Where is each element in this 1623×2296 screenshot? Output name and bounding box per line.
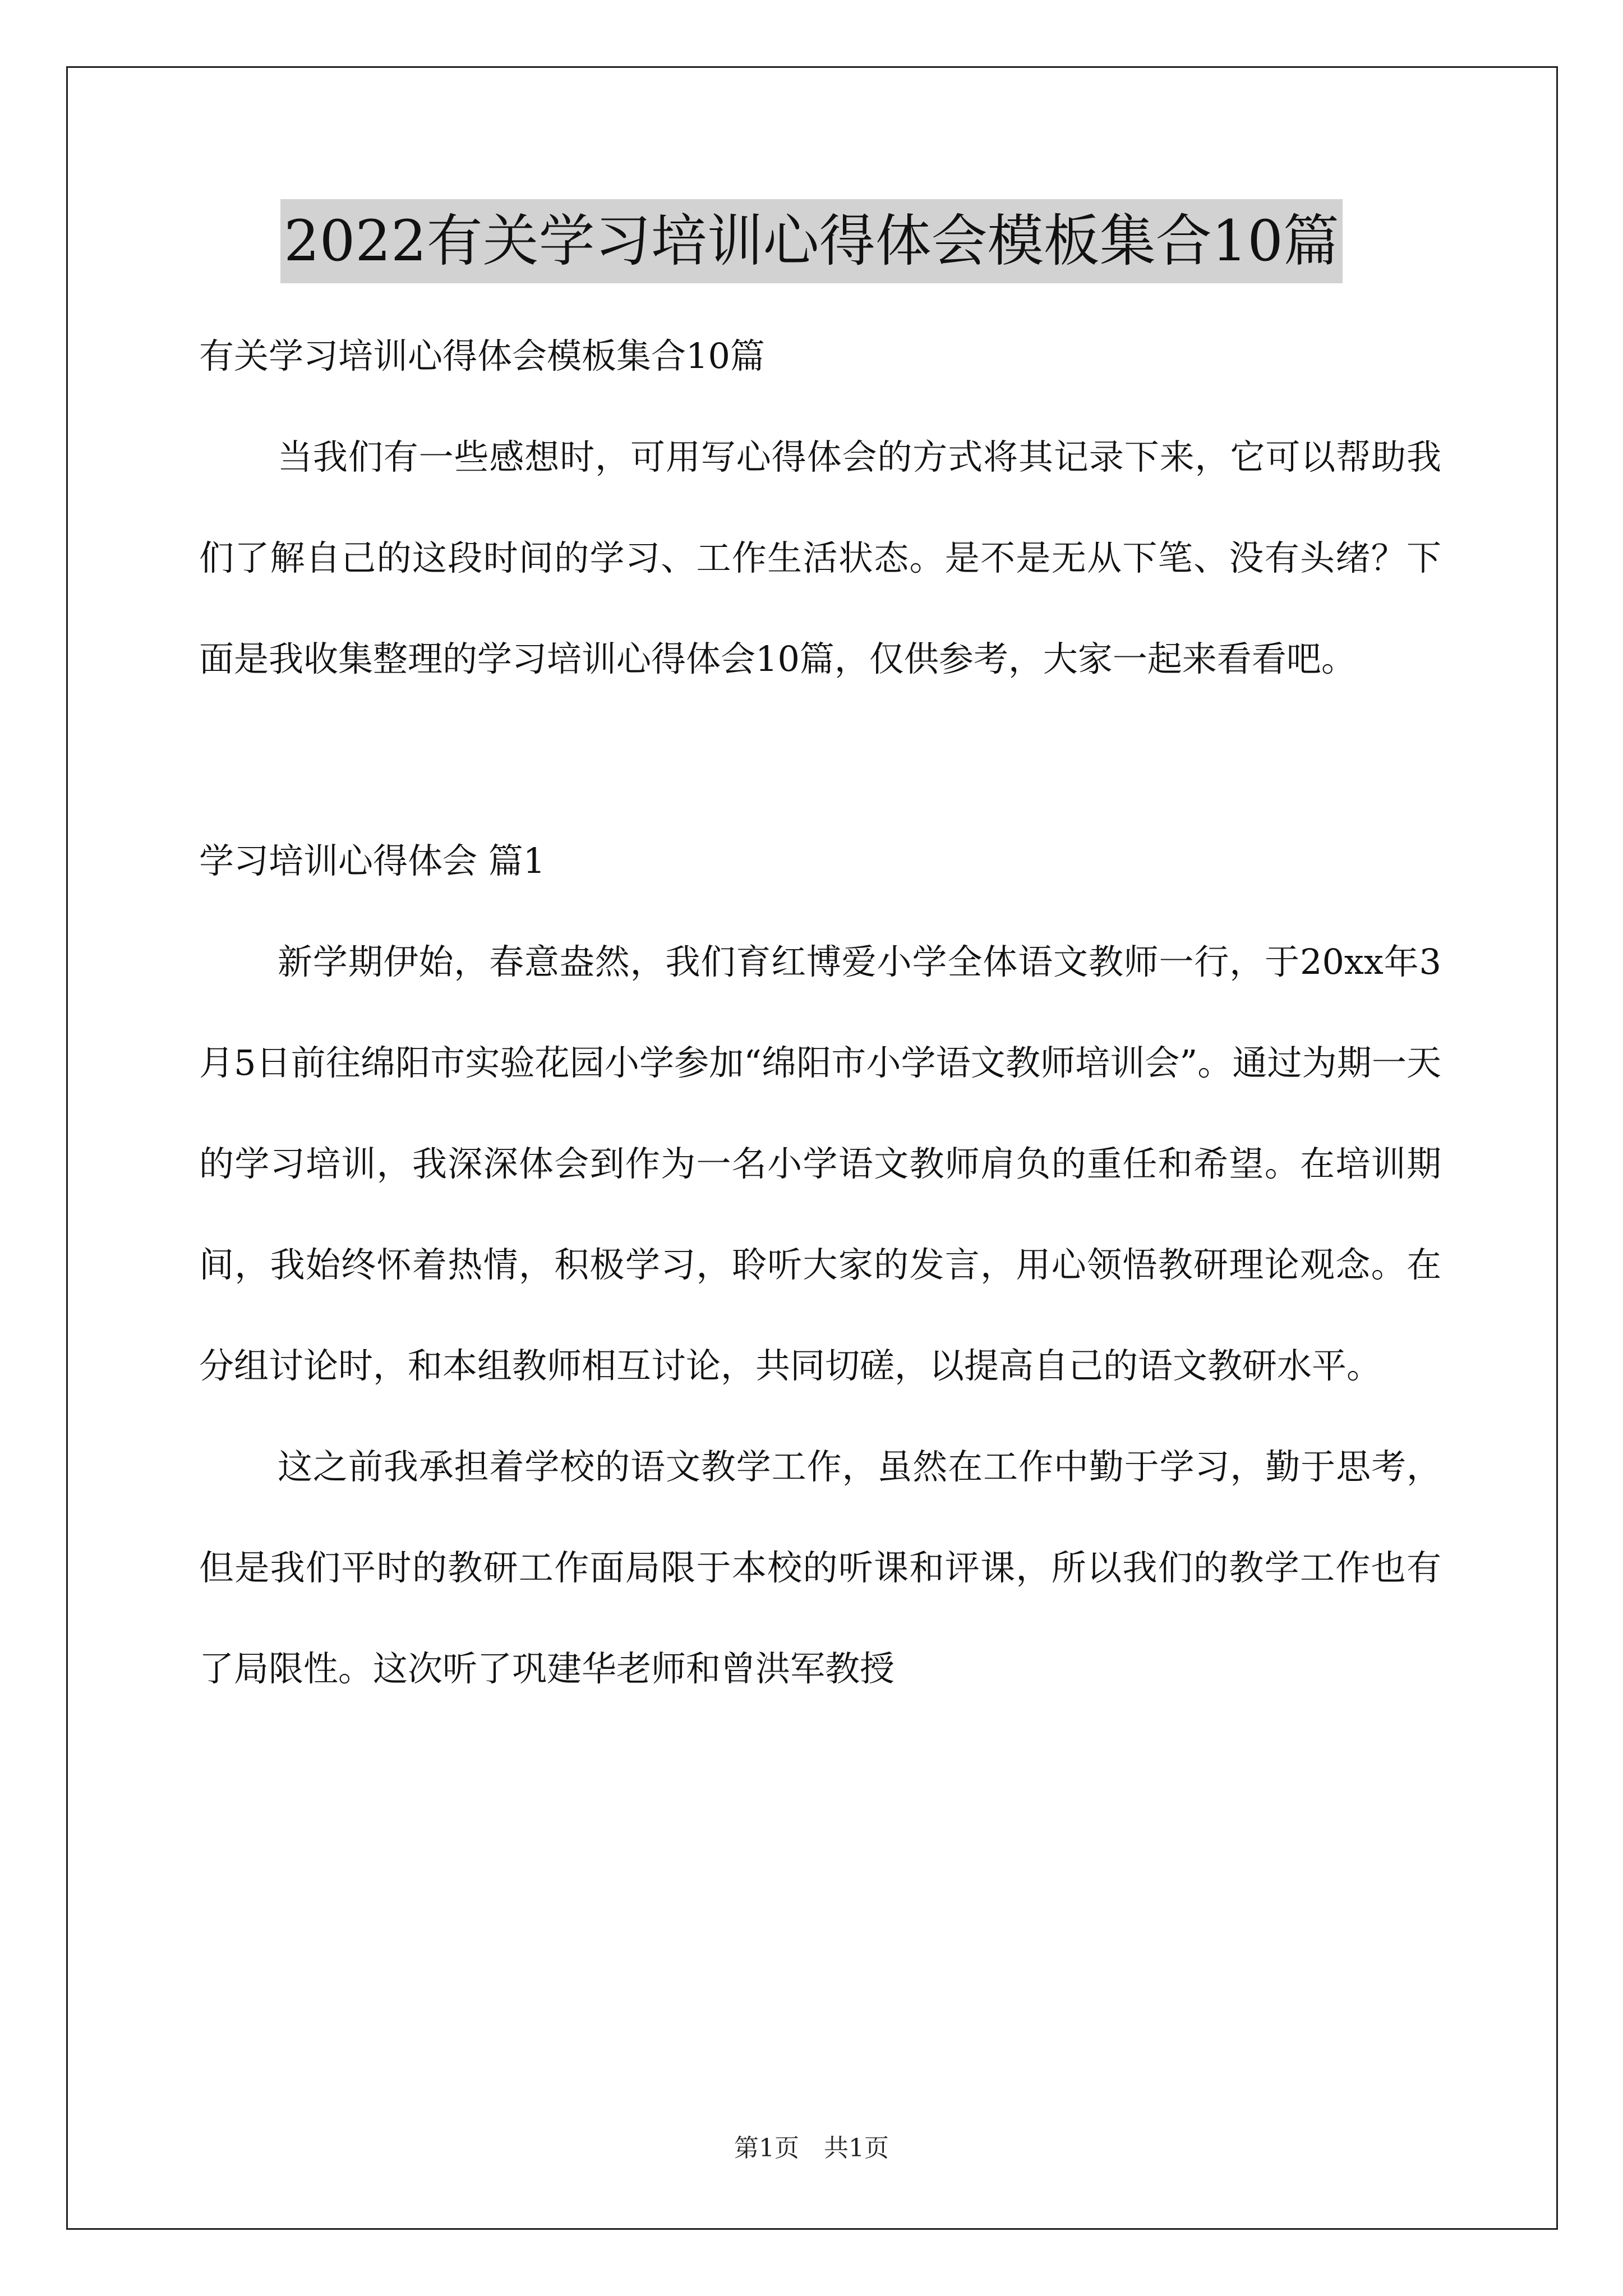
section-gap	[199, 710, 1441, 811]
title-area	[0, 199, 1623, 283]
page-footer	[0, 2132, 1623, 2165]
document-subtitle: 有关学习培训心得体会模板集合10篇	[199, 335, 765, 376]
page-number: 第1页 共1页	[734, 2134, 889, 2162]
intro-paragraph: 当我们有一些感想时，可用写心得体会的方式将其记录下来，它可以帮助我们了解自己的这段时间的学习、工作生活状态。是不是无从下笔、没有头绪？下面是我收集整理的学习培训心得体会10篇，仅供参考，大家一起来看看吧。	[199, 436, 1441, 679]
document-title: 2022有关学习培训心得体会模板集合10篇	[280, 199, 1343, 283]
body-paragraph-2: 这之前我承担着学校的语文教学工作，虽然在工作中勤于学习，勤于思考，但是我们平时的教研工作面局限于本校的听课和评课，所以我们的教学工作也有了局限性。这次听了巩建华老师和曾洪军教授	[199, 1446, 1441, 1689]
body-paragraph-1: 新学期伊始，春意盎然，我们育红博爱小学全体语文教师一行，于20xx年3月5日前往绵阳市实验花园小学参加“绵阳市小学语文教师培训会”。通过为期一天的学习培训，我深深体会到作为一名小学语文教师肩负的重任和希望。在培训期间，我始终怀着热情，积极学习，聆听大家的发言，用心领悟教研理论观念。在分组讨论时，和本组教师相互讨论，共同切磋，以提高自己的语文教研水平。	[199, 941, 1441, 1386]
document-body	[199, 306, 1441, 1719]
section-heading: 学习培训心得体会 篇1	[199, 840, 546, 881]
